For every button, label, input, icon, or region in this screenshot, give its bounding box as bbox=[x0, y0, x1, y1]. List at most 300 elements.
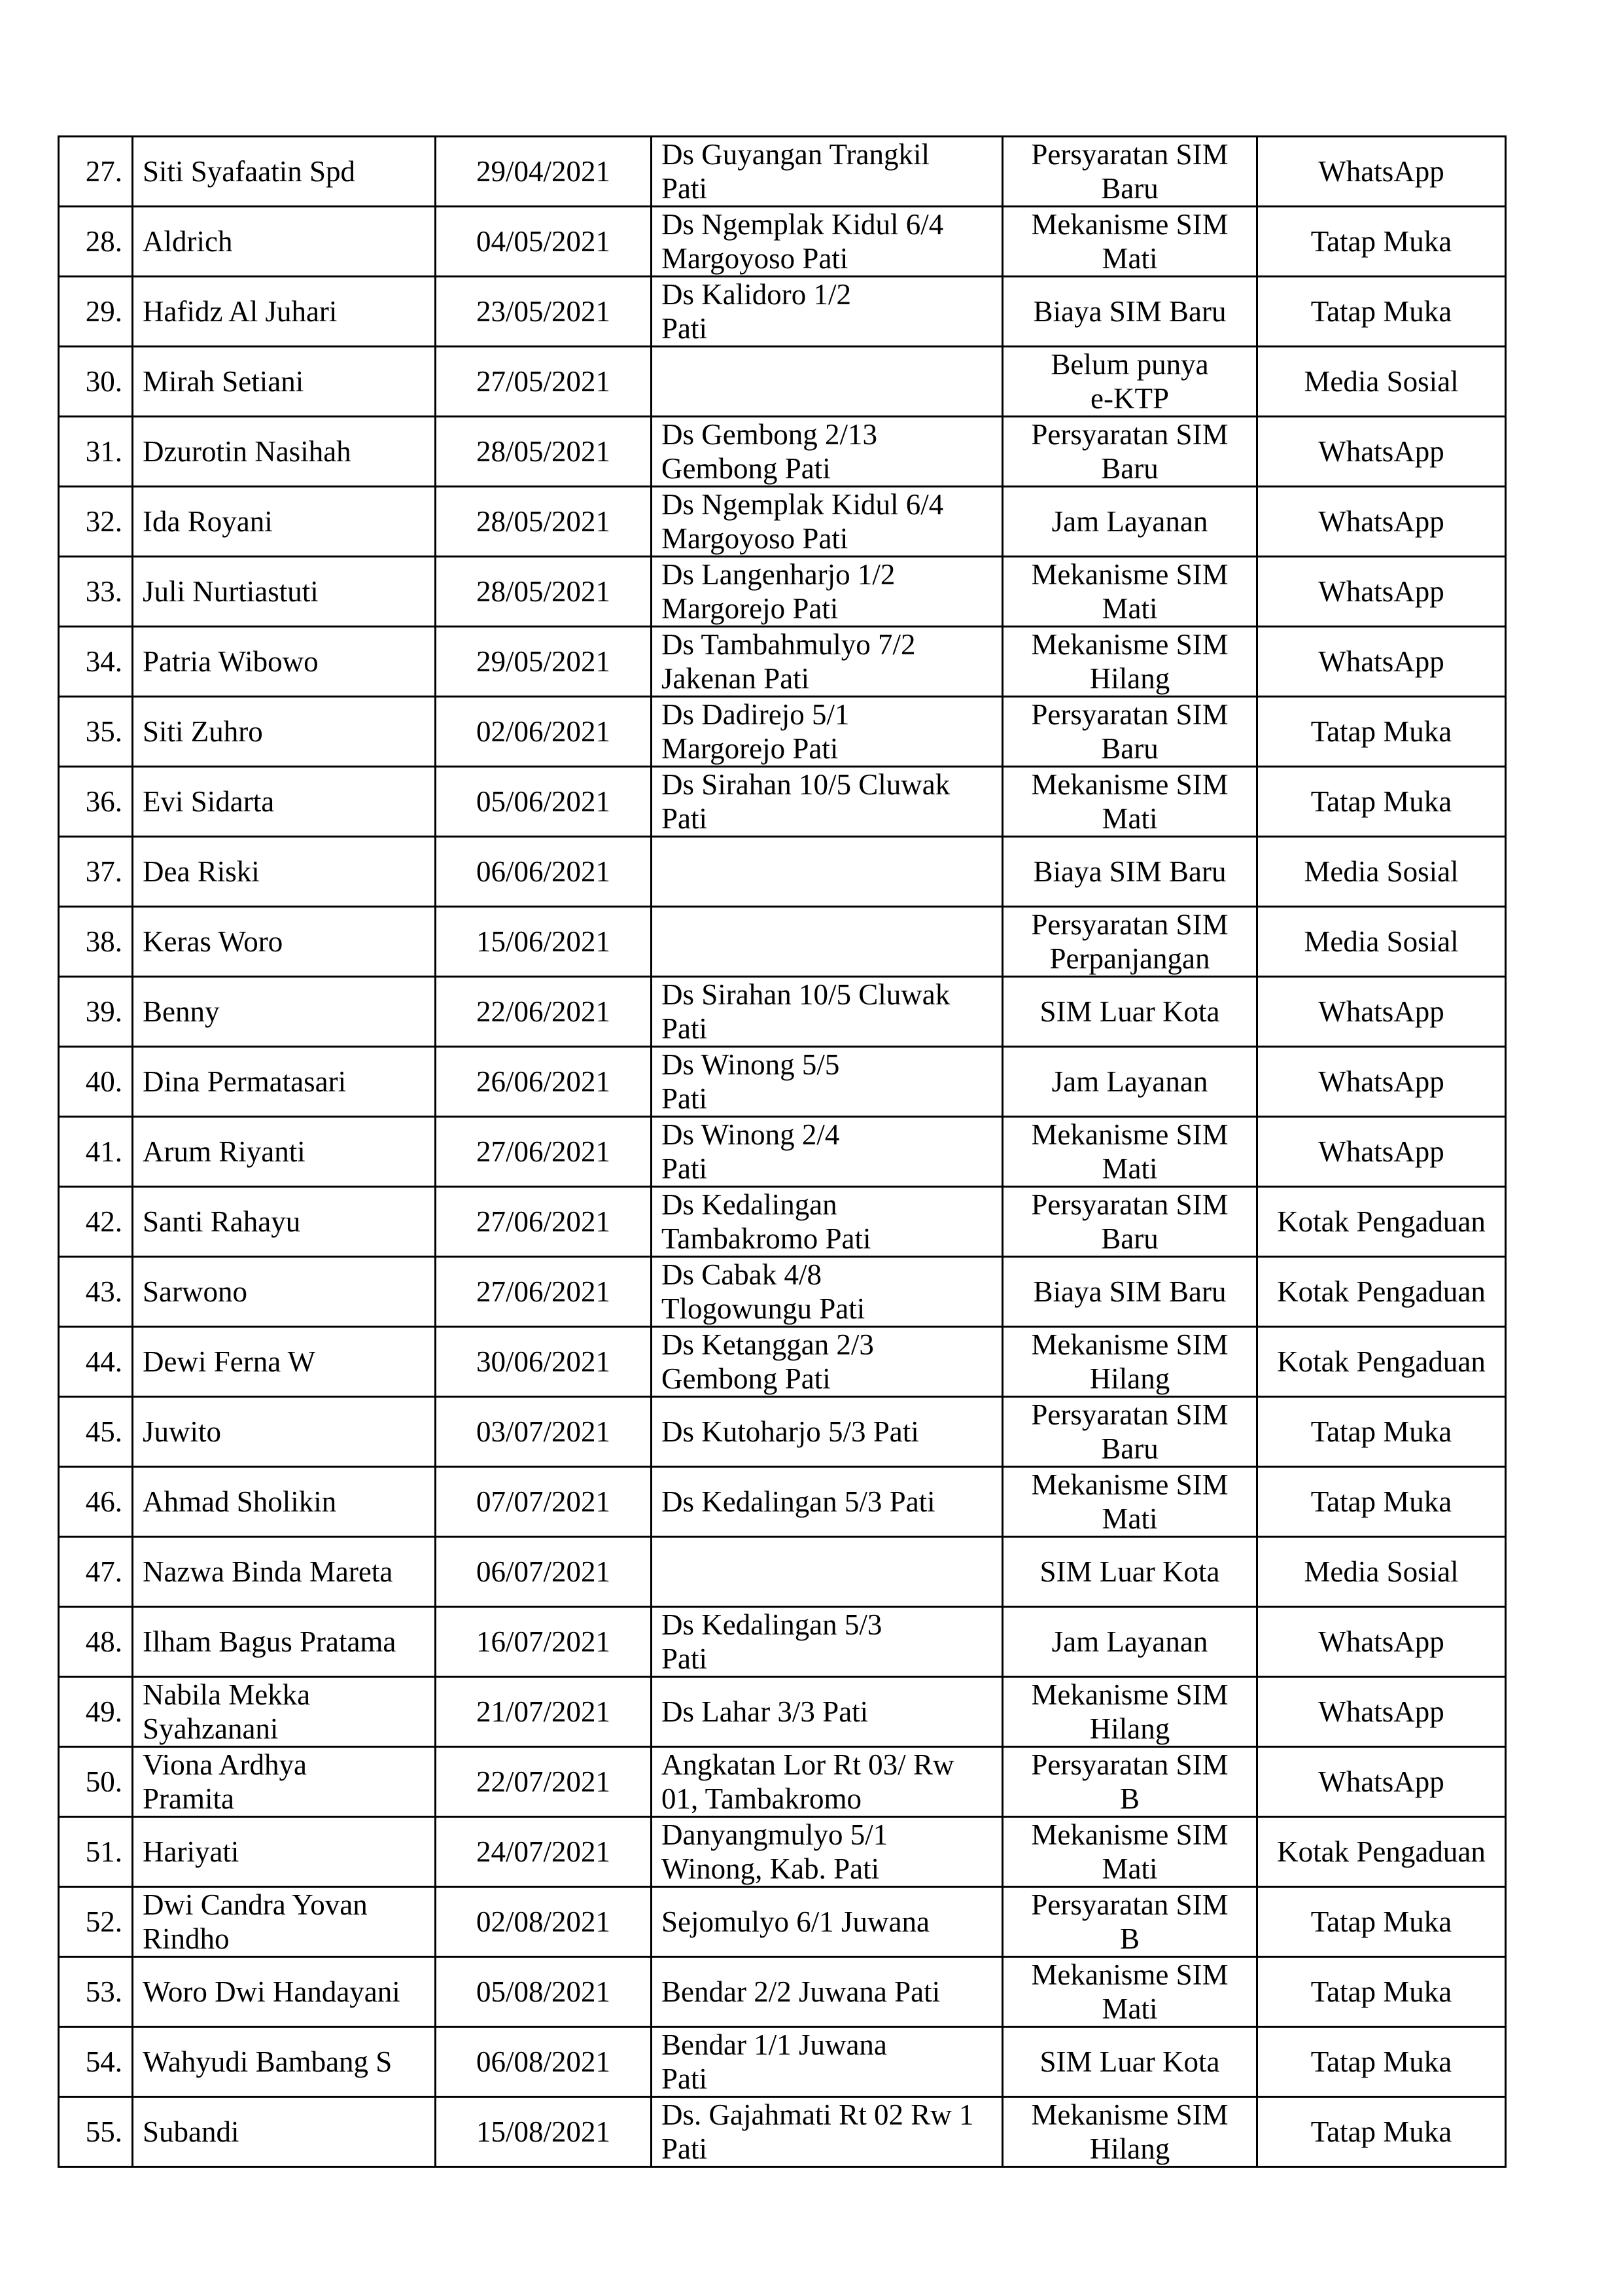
address-cell-text: Ds Kalidoro 1/2 Pati bbox=[661, 278, 851, 345]
person-name-text: Hafidz Al Juhari bbox=[143, 295, 338, 328]
topic-cell-text: SIM Luar Kota bbox=[1039, 1555, 1220, 1588]
person-name bbox=[133, 207, 436, 277]
date-cell-text: 06/06/2021 bbox=[476, 855, 610, 888]
topic-cell-text: Mekanisme SIM Mati bbox=[1031, 1818, 1229, 1885]
date-cell bbox=[436, 1887, 652, 1957]
row-number bbox=[59, 417, 133, 487]
media-cell bbox=[1257, 837, 1506, 907]
date-cell-text: 03/07/2021 bbox=[476, 1415, 610, 1448]
topic-cell bbox=[1003, 837, 1257, 907]
table-row bbox=[59, 487, 1506, 557]
table-row bbox=[59, 1747, 1506, 1817]
person-name bbox=[133, 977, 436, 1047]
address-cell-text: Danyangmulyo 5/1 Winong, Kab. Pati bbox=[661, 1818, 888, 1885]
media-cell-text: Kotak Pengaduan bbox=[1277, 1275, 1486, 1308]
date-cell bbox=[436, 347, 652, 417]
address-cell-text: Ds Gembong 2/13 Gembong Pati bbox=[661, 418, 877, 485]
table-row bbox=[59, 347, 1506, 417]
date-cell bbox=[436, 1257, 652, 1327]
date-cell bbox=[436, 627, 652, 697]
topic-cell-text: Persyaratan SIM B bbox=[1031, 1748, 1229, 1815]
person-name bbox=[133, 1677, 436, 1747]
media-cell bbox=[1257, 697, 1506, 767]
address-cell bbox=[652, 557, 1003, 627]
row-number-text: 51. bbox=[85, 1835, 122, 1868]
person-name-text: Ahmad Sholikin bbox=[143, 1485, 337, 1518]
address-cell-text: Ds Kedalingan 5/3 Pati bbox=[661, 1485, 935, 1518]
topic-cell-text: Belum punya e-KTP bbox=[1051, 348, 1209, 415]
date-cell bbox=[436, 1327, 652, 1397]
media-cell-text: WhatsApp bbox=[1318, 995, 1444, 1028]
date-cell-text: 27/05/2021 bbox=[476, 365, 610, 398]
media-cell bbox=[1257, 1257, 1506, 1327]
date-cell-text: 06/07/2021 bbox=[476, 1555, 610, 1588]
date-cell bbox=[436, 1957, 652, 2027]
person-name-text: Dwi Candra Yovan Rindho bbox=[143, 1888, 368, 1955]
table-row bbox=[59, 417, 1506, 487]
media-cell-text: WhatsApp bbox=[1318, 575, 1444, 608]
complaints-table bbox=[58, 135, 1507, 2168]
row-number bbox=[59, 2097, 133, 2167]
person-name-text: Woro Dwi Handayani bbox=[143, 1975, 400, 2008]
table-row bbox=[59, 767, 1506, 837]
topic-cell-text: Mekanisme SIM Mati bbox=[1031, 208, 1229, 275]
address-cell-text: Ds Ketanggan 2/3 Gembong Pati bbox=[661, 1328, 874, 1395]
date-cell-text: 22/06/2021 bbox=[476, 995, 610, 1028]
person-name bbox=[133, 1817, 436, 1887]
media-cell-text: Tatap Muka bbox=[1310, 785, 1452, 818]
media-cell bbox=[1257, 1537, 1506, 1607]
row-number bbox=[59, 487, 133, 557]
address-cell bbox=[652, 417, 1003, 487]
table-row bbox=[59, 1117, 1506, 1187]
row-number bbox=[59, 347, 133, 417]
person-name bbox=[133, 1397, 436, 1467]
person-name bbox=[133, 627, 436, 697]
date-cell-text: 23/05/2021 bbox=[476, 295, 610, 328]
table-row bbox=[59, 1817, 1506, 1887]
table-row bbox=[59, 2097, 1506, 2167]
row-number-text: 32. bbox=[85, 505, 122, 538]
person-name bbox=[133, 2027, 436, 2097]
topic-cell bbox=[1003, 557, 1257, 627]
date-cell-text: 28/05/2021 bbox=[476, 505, 610, 538]
table-row bbox=[59, 277, 1506, 347]
media-cell-text: Media Sosial bbox=[1304, 365, 1459, 398]
person-name-text: Patria Wibowo bbox=[143, 645, 319, 678]
date-cell bbox=[436, 907, 652, 977]
media-cell-text: Tatap Muka bbox=[1310, 1905, 1452, 1938]
person-name bbox=[133, 417, 436, 487]
row-number-text: 45. bbox=[85, 1415, 122, 1448]
table-row bbox=[59, 1957, 1506, 2027]
row-number bbox=[59, 1887, 133, 1957]
person-name bbox=[133, 1607, 436, 1677]
row-number bbox=[59, 207, 133, 277]
row-number bbox=[59, 1327, 133, 1397]
date-cell bbox=[436, 1747, 652, 1817]
topic-cell-text: Mekanisme SIM Hilang bbox=[1031, 1328, 1229, 1395]
media-cell-text: WhatsApp bbox=[1318, 1135, 1444, 1168]
topic-cell-text: Mekanisme SIM Mati bbox=[1031, 1468, 1229, 1535]
date-cell-text: 05/08/2021 bbox=[476, 1975, 610, 2008]
person-name-text: Aldrich bbox=[143, 225, 233, 258]
media-cell bbox=[1257, 417, 1506, 487]
date-cell bbox=[436, 2027, 652, 2097]
row-number-text: 35. bbox=[85, 715, 122, 748]
person-name bbox=[133, 137, 436, 207]
person-name bbox=[133, 1467, 436, 1537]
media-cell-text: Media Sosial bbox=[1304, 925, 1459, 958]
topic-cell-text: Biaya SIM Baru bbox=[1033, 1275, 1227, 1308]
topic-cell bbox=[1003, 977, 1257, 1047]
row-number bbox=[59, 1957, 133, 2027]
person-name-text: Arum Riyanti bbox=[143, 1135, 305, 1168]
address-cell bbox=[652, 697, 1003, 767]
topic-cell bbox=[1003, 1537, 1257, 1607]
address-cell-text: Ds Langenharjo 1/2 Margorejo Pati bbox=[661, 558, 896, 625]
person-name bbox=[133, 1257, 436, 1327]
table-row bbox=[59, 557, 1506, 627]
date-cell bbox=[436, 697, 652, 767]
table-row bbox=[59, 137, 1506, 207]
person-name bbox=[133, 1747, 436, 1817]
person-name-text: Subandi bbox=[143, 2115, 239, 2148]
media-cell bbox=[1257, 207, 1506, 277]
topic-cell bbox=[1003, 347, 1257, 417]
media-cell bbox=[1257, 487, 1506, 557]
topic-cell-text: Mekanisme SIM Mati bbox=[1031, 558, 1229, 625]
address-cell-text: Ds Sirahan 10/5 Cluwak Pati bbox=[661, 768, 951, 835]
address-cell bbox=[652, 277, 1003, 347]
date-cell-text: 05/06/2021 bbox=[476, 785, 610, 818]
address-cell bbox=[652, 837, 1003, 907]
row-number-text: 39. bbox=[85, 995, 122, 1028]
row-number-text: 48. bbox=[85, 1625, 122, 1658]
topic-cell bbox=[1003, 1047, 1257, 1117]
row-number bbox=[59, 1677, 133, 1747]
media-cell bbox=[1257, 1747, 1506, 1817]
topic-cell-text: SIM Luar Kota bbox=[1039, 2045, 1220, 2078]
table-row bbox=[59, 977, 1506, 1047]
row-number bbox=[59, 137, 133, 207]
table-row bbox=[59, 1397, 1506, 1467]
address-cell bbox=[652, 1187, 1003, 1257]
person-name-text: Benny bbox=[143, 995, 220, 1028]
row-number bbox=[59, 1117, 133, 1187]
topic-cell-text: Persyaratan SIM Baru bbox=[1031, 1188, 1229, 1255]
address-cell-text: Ds Winong 5/5 Pati bbox=[661, 1048, 840, 1115]
table-body bbox=[59, 137, 1506, 2167]
person-name-text: Ilham Bagus Pratama bbox=[143, 1625, 396, 1658]
row-number-text: 44. bbox=[85, 1345, 122, 1378]
topic-cell bbox=[1003, 1257, 1257, 1327]
person-name bbox=[133, 837, 436, 907]
media-cell-text: Tatap Muka bbox=[1310, 1415, 1452, 1448]
topic-cell-text: Mekanisme SIM Mati bbox=[1031, 768, 1229, 835]
row-number bbox=[59, 697, 133, 767]
topic-cell-text: SIM Luar Kota bbox=[1039, 995, 1220, 1028]
address-cell-text: Bendar 2/2 Juwana Pati bbox=[661, 1975, 941, 2008]
media-cell-text: Tatap Muka bbox=[1310, 2045, 1452, 2078]
address-cell-text: Ds Ngemplak Kidul 6/4 Margoyoso Pati bbox=[661, 208, 944, 275]
media-cell bbox=[1257, 1887, 1506, 1957]
person-name-text: Nabila Mekka Syahzanani bbox=[143, 1678, 311, 1745]
person-name bbox=[133, 1887, 436, 1957]
media-cell-text: Tatap Muka bbox=[1310, 2115, 1452, 2148]
date-cell-text: 26/06/2021 bbox=[476, 1065, 610, 1098]
media-cell-text: WhatsApp bbox=[1318, 1695, 1444, 1728]
media-cell-text: Tatap Muka bbox=[1310, 225, 1452, 258]
row-number bbox=[59, 557, 133, 627]
date-cell bbox=[436, 1117, 652, 1187]
address-cell bbox=[652, 1677, 1003, 1747]
person-name-text: Dea Riski bbox=[143, 855, 260, 888]
address-cell-text: Bendar 1/1 Juwana Pati bbox=[661, 2028, 887, 2095]
table-row bbox=[59, 1187, 1506, 1257]
media-cell bbox=[1257, 2097, 1506, 2167]
person-name-text: Siti Syafaatin Spd bbox=[143, 155, 355, 188]
media-cell-text: WhatsApp bbox=[1318, 505, 1444, 538]
address-cell bbox=[652, 207, 1003, 277]
topic-cell bbox=[1003, 1887, 1257, 1957]
row-number-text: 46. bbox=[85, 1485, 122, 1518]
media-cell-text: Media Sosial bbox=[1304, 855, 1459, 888]
person-name-text: Nazwa Binda Mareta bbox=[143, 1555, 393, 1588]
table-row bbox=[59, 1887, 1506, 1957]
table-row bbox=[59, 697, 1506, 767]
topic-cell bbox=[1003, 1117, 1257, 1187]
row-number bbox=[59, 907, 133, 977]
person-name-text: Dzurotin Nasihah bbox=[143, 435, 351, 468]
date-cell bbox=[436, 1467, 652, 1537]
topic-cell-text: Jam Layanan bbox=[1051, 1625, 1208, 1658]
row-number-text: 28. bbox=[85, 225, 122, 258]
media-cell-text: Media Sosial bbox=[1304, 1555, 1459, 1588]
topic-cell bbox=[1003, 137, 1257, 207]
address-cell-text: Ds Guyangan Trangkil Pati bbox=[661, 138, 930, 205]
table-row bbox=[59, 207, 1506, 277]
address-cell bbox=[652, 1327, 1003, 1397]
row-number-text: 53. bbox=[85, 1975, 122, 2008]
row-number bbox=[59, 1817, 133, 1887]
person-name-text: Hariyati bbox=[143, 1835, 239, 1868]
person-name bbox=[133, 487, 436, 557]
person-name bbox=[133, 1117, 436, 1187]
address-cell bbox=[652, 627, 1003, 697]
row-number bbox=[59, 1047, 133, 1117]
topic-cell bbox=[1003, 1397, 1257, 1467]
date-cell-text: 27/06/2021 bbox=[476, 1205, 610, 1238]
row-number bbox=[59, 1537, 133, 1607]
person-name-text: Dewi Ferna W bbox=[143, 1345, 316, 1378]
topic-cell-text: Mekanisme SIM Hilang bbox=[1031, 628, 1229, 695]
topic-cell bbox=[1003, 767, 1257, 837]
table-row bbox=[59, 1257, 1506, 1327]
address-cell-text: Angkatan Lor Rt 03/ Rw 01, Tambakromo bbox=[661, 1748, 954, 1815]
person-name-text: Dina Permatasari bbox=[143, 1065, 347, 1098]
table-row bbox=[59, 837, 1506, 907]
address-cell bbox=[652, 1537, 1003, 1607]
address-cell bbox=[652, 767, 1003, 837]
media-cell-text: Tatap Muka bbox=[1310, 1485, 1452, 1518]
date-cell-text: 29/05/2021 bbox=[476, 645, 610, 678]
date-cell-text: 22/07/2021 bbox=[476, 1765, 610, 1798]
date-cell bbox=[436, 837, 652, 907]
date-cell-text: 27/06/2021 bbox=[476, 1275, 610, 1308]
address-cell-text: Ds Sirahan 10/5 Cluwak Pati bbox=[661, 978, 951, 1045]
topic-cell-text: Persyaratan SIM Baru bbox=[1031, 1398, 1229, 1465]
media-cell-text: WhatsApp bbox=[1318, 155, 1444, 188]
topic-cell-text: Jam Layanan bbox=[1051, 1065, 1208, 1098]
date-cell-text: 06/08/2021 bbox=[476, 2045, 610, 2078]
table-row bbox=[59, 2027, 1506, 2097]
topic-cell bbox=[1003, 417, 1257, 487]
address-cell-text: Ds. Gajahmati Rt 02 Rw 1 Pati bbox=[661, 2098, 974, 2165]
row-number-text: 41. bbox=[85, 1135, 122, 1168]
topic-cell-text: Mekanisme SIM Mati bbox=[1031, 1958, 1229, 2025]
media-cell-text: WhatsApp bbox=[1318, 1065, 1444, 1098]
row-number bbox=[59, 277, 133, 347]
topic-cell-text: Mekanisme SIM Mati bbox=[1031, 1118, 1229, 1185]
media-cell bbox=[1257, 277, 1506, 347]
topic-cell bbox=[1003, 1677, 1257, 1747]
address-cell bbox=[652, 1957, 1003, 2027]
address-cell-text: Ds Dadirejo 5/1 Margorejo Pati bbox=[661, 698, 850, 765]
date-cell-text: 02/06/2021 bbox=[476, 715, 610, 748]
person-name-text: Santi Rahayu bbox=[143, 1205, 301, 1238]
person-name bbox=[133, 557, 436, 627]
date-cell-text: 29/04/2021 bbox=[476, 155, 610, 188]
date-cell-text: 15/08/2021 bbox=[476, 2115, 610, 2148]
media-cell bbox=[1257, 907, 1506, 977]
date-cell-text: 24/07/2021 bbox=[476, 1835, 610, 1868]
date-cell bbox=[436, 2097, 652, 2167]
person-name bbox=[133, 767, 436, 837]
date-cell bbox=[436, 767, 652, 837]
media-cell bbox=[1257, 1047, 1506, 1117]
topic-cell-text: Persyaratan SIM Baru bbox=[1031, 698, 1229, 765]
date-cell bbox=[436, 137, 652, 207]
topic-cell bbox=[1003, 1607, 1257, 1677]
row-number-text: 36. bbox=[85, 785, 122, 818]
topic-cell bbox=[1003, 277, 1257, 347]
date-cell bbox=[436, 1817, 652, 1887]
media-cell bbox=[1257, 627, 1506, 697]
row-number-text: 52. bbox=[85, 1905, 122, 1938]
media-cell bbox=[1257, 557, 1506, 627]
row-number-text: 50. bbox=[85, 1765, 122, 1798]
topic-cell bbox=[1003, 207, 1257, 277]
table-row bbox=[59, 627, 1506, 697]
address-cell bbox=[652, 1747, 1003, 1817]
date-cell bbox=[436, 487, 652, 557]
row-number-text: 38. bbox=[85, 925, 122, 958]
topic-cell-text: Persyaratan SIM Baru bbox=[1031, 138, 1229, 205]
topic-cell bbox=[1003, 907, 1257, 977]
media-cell-text: Tatap Muka bbox=[1310, 715, 1452, 748]
topic-cell bbox=[1003, 2097, 1257, 2167]
person-name-text: Juli Nurtiastuti bbox=[143, 575, 319, 608]
address-cell-text: Sejomulyo 6/1 Juwana bbox=[661, 1905, 930, 1938]
media-cell-text: WhatsApp bbox=[1318, 1765, 1444, 1798]
topic-cell bbox=[1003, 1467, 1257, 1537]
date-cell bbox=[436, 1677, 652, 1747]
row-number bbox=[59, 1397, 133, 1467]
row-number-text: 47. bbox=[85, 1555, 122, 1588]
date-cell bbox=[436, 1607, 652, 1677]
row-number-text: 42. bbox=[85, 1205, 122, 1238]
date-cell-text: 28/05/2021 bbox=[476, 575, 610, 608]
address-cell bbox=[652, 137, 1003, 207]
topic-cell-text: Persyaratan SIM Perpanjangan bbox=[1031, 908, 1229, 975]
row-number-text: 27. bbox=[85, 155, 122, 188]
row-number bbox=[59, 767, 133, 837]
address-cell bbox=[652, 1607, 1003, 1677]
address-cell-text: Ds Lahar 3/3 Pati bbox=[661, 1695, 869, 1728]
row-number bbox=[59, 627, 133, 697]
person-name bbox=[133, 277, 436, 347]
topic-cell bbox=[1003, 1747, 1257, 1817]
row-number-text: 49. bbox=[85, 1695, 122, 1728]
topic-cell bbox=[1003, 697, 1257, 767]
topic-cell-text: Jam Layanan bbox=[1051, 505, 1208, 538]
row-number-text: 55. bbox=[85, 2115, 122, 2148]
topic-cell-text: Biaya SIM Baru bbox=[1033, 855, 1227, 888]
date-cell bbox=[436, 417, 652, 487]
row-number bbox=[59, 1257, 133, 1327]
person-name bbox=[133, 1327, 436, 1397]
row-number-text: 34. bbox=[85, 645, 122, 678]
date-cell bbox=[436, 557, 652, 627]
address-cell bbox=[652, 907, 1003, 977]
person-name-text: Sarwono bbox=[143, 1275, 247, 1308]
media-cell-text: WhatsApp bbox=[1318, 645, 1444, 678]
media-cell-text: Kotak Pengaduan bbox=[1277, 1345, 1486, 1378]
row-number-text: 29. bbox=[85, 295, 122, 328]
table-row bbox=[59, 1607, 1506, 1677]
address-cell bbox=[652, 1117, 1003, 1187]
date-cell-text: 07/07/2021 bbox=[476, 1485, 610, 1518]
person-name-text: Juwito bbox=[143, 1415, 222, 1448]
topic-cell-text: Persyaratan SIM B bbox=[1031, 1888, 1229, 1955]
topic-cell bbox=[1003, 487, 1257, 557]
date-cell bbox=[436, 207, 652, 277]
row-number-text: 33. bbox=[85, 575, 122, 608]
address-cell bbox=[652, 487, 1003, 557]
topic-cell bbox=[1003, 1327, 1257, 1397]
media-cell-text: Tatap Muka bbox=[1310, 295, 1452, 328]
media-cell bbox=[1257, 1677, 1506, 1747]
media-cell bbox=[1257, 767, 1506, 837]
media-cell bbox=[1257, 137, 1506, 207]
date-cell bbox=[436, 977, 652, 1047]
address-cell bbox=[652, 1887, 1003, 1957]
media-cell bbox=[1257, 2027, 1506, 2097]
row-number bbox=[59, 1747, 133, 1817]
topic-cell bbox=[1003, 2027, 1257, 2097]
address-cell bbox=[652, 2027, 1003, 2097]
media-cell bbox=[1257, 1607, 1506, 1677]
row-number-text: 54. bbox=[85, 2045, 122, 2078]
person-name bbox=[133, 1047, 436, 1117]
row-number-text: 40. bbox=[85, 1065, 122, 1098]
address-cell-text: Ds Cabak 4/8 Tlogowungu Pati bbox=[661, 1258, 865, 1325]
topic-cell bbox=[1003, 1817, 1257, 1887]
address-cell-text: Ds Winong 2/4 Pati bbox=[661, 1118, 840, 1185]
person-name-text: Evi Sidarta bbox=[143, 785, 275, 818]
person-name-text: Wahyudi Bambang S bbox=[143, 2045, 393, 2078]
